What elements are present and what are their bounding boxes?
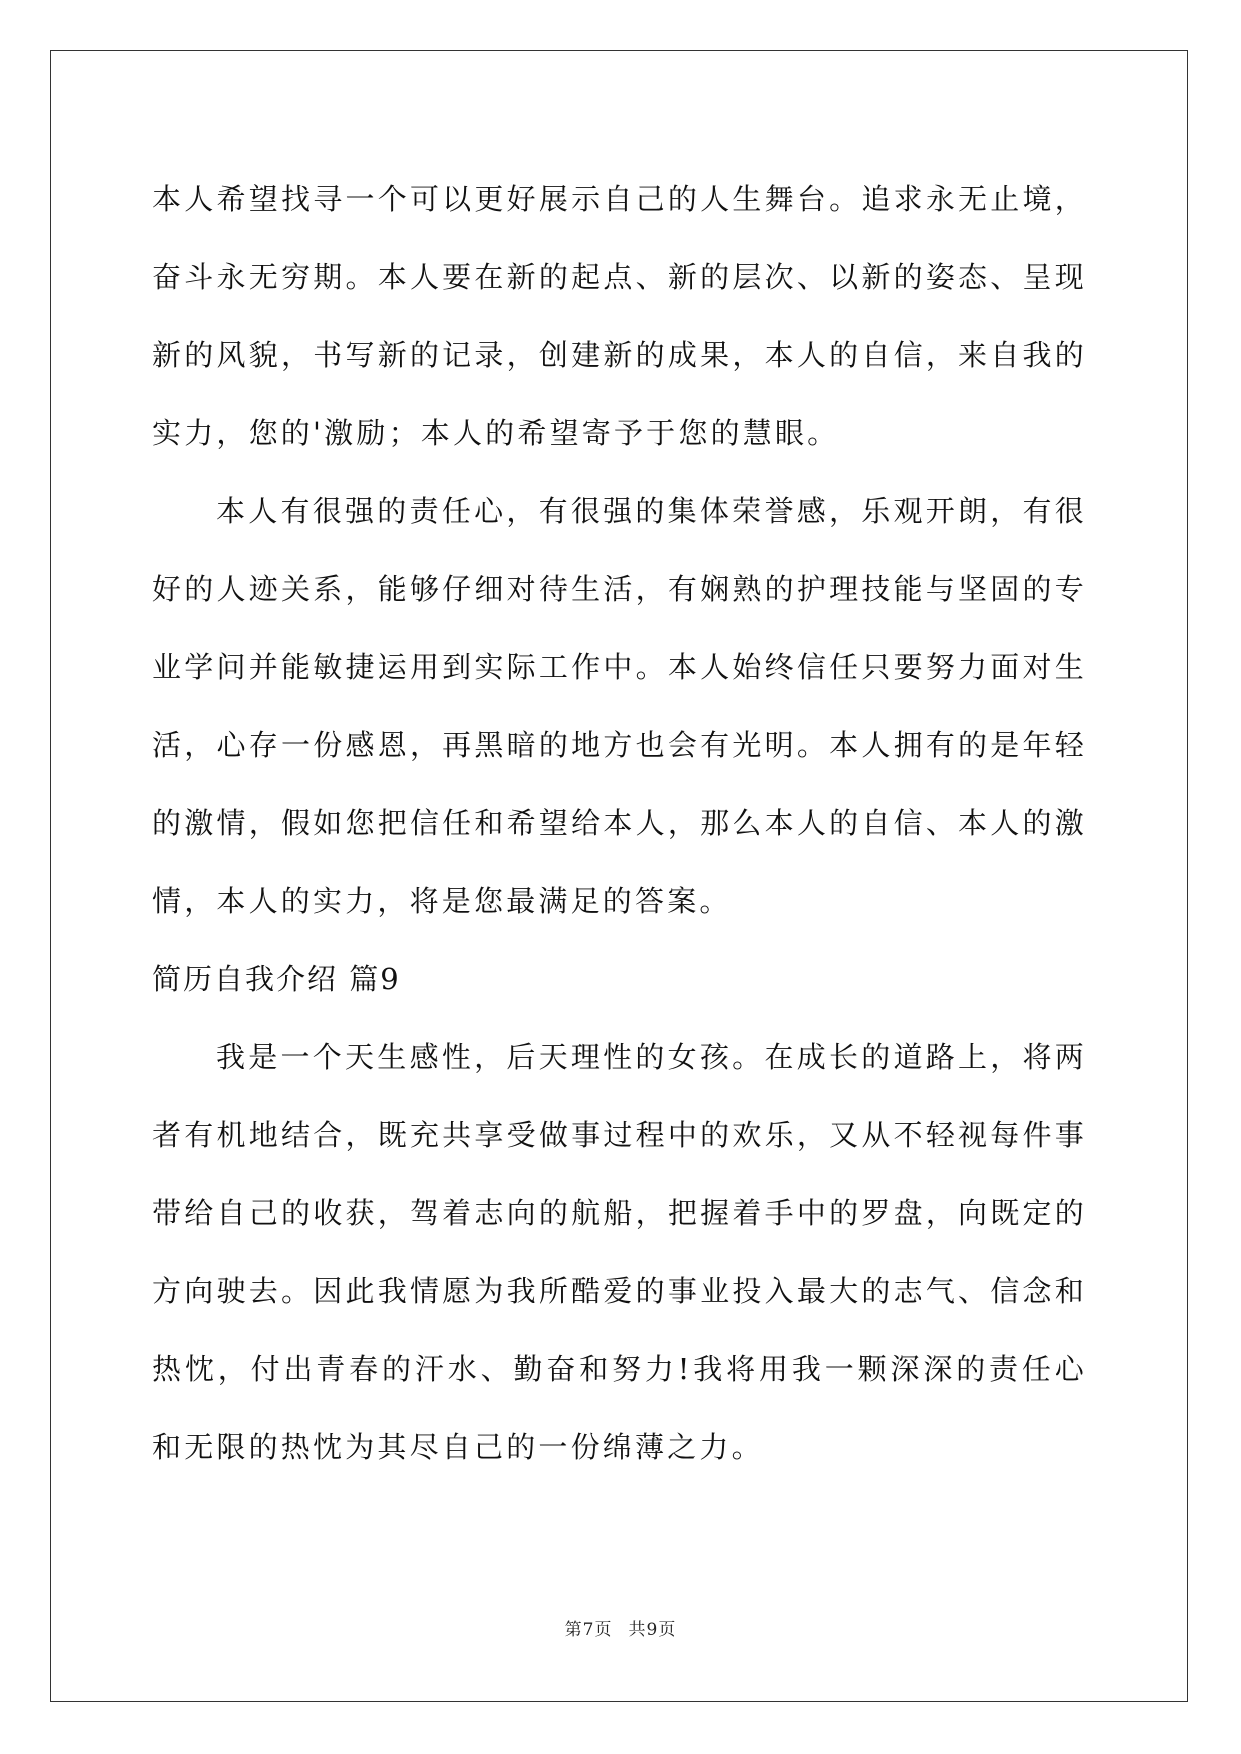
paragraph-1: 本人希望找寻一个可以更好展示自己的人生舞台。追求永无止境，奋斗永无穷期。本人要在新的起点、新的层次、以新的姿态、呈现新的风貌，书写新的记录，创建新的成果，本人的自信，来自我的实力，您的'激励；本人的希望寄予于您的慧眼。 — [152, 182, 1087, 450]
paragraph-2: 本人有很强的责任心，有很强的集体荣誉感，乐观开朗，有很好的人迹关系，能够仔细对待生活，有娴熟的护理技能与坚固的专业学问并能敏捷运用到实际工作中。本人始终信任只要努力面对生活，心存一份感恩，再黑暗的地方也会有光明。本人拥有的是年轻的激情，假如您把信任和希望给本人，那么本人的自信、本人的激情，本人的实力，将是您最满足的答案。 — [152, 494, 1087, 918]
document-body — [152, 160, 1087, 1486]
total-pages-label: 共9页 — [628, 1620, 677, 1640]
current-page-label: 第7页 — [564, 1620, 613, 1640]
section-title: 简历自我介绍 篇9 — [152, 962, 401, 996]
page-footer — [0, 1618, 1241, 1642]
paragraph-3: 我是一个天生感性，后天理性的女孩。在成长的道路上，将两者有机地结合，既充共享受做事过程中的欢乐，又从不轻视每件事带给自己的收获，驾着志向的航船，把握着手中的罗盘，向既定的方向驶去。因此我情愿为我所酷爱的事业投入最大的志气、信念和热忱，付出青春的汗水、勤奋和努力!我将用我一颗深深的责任心和无限的热忱为其尽自己的一份绵薄之力。 — [152, 1040, 1087, 1464]
